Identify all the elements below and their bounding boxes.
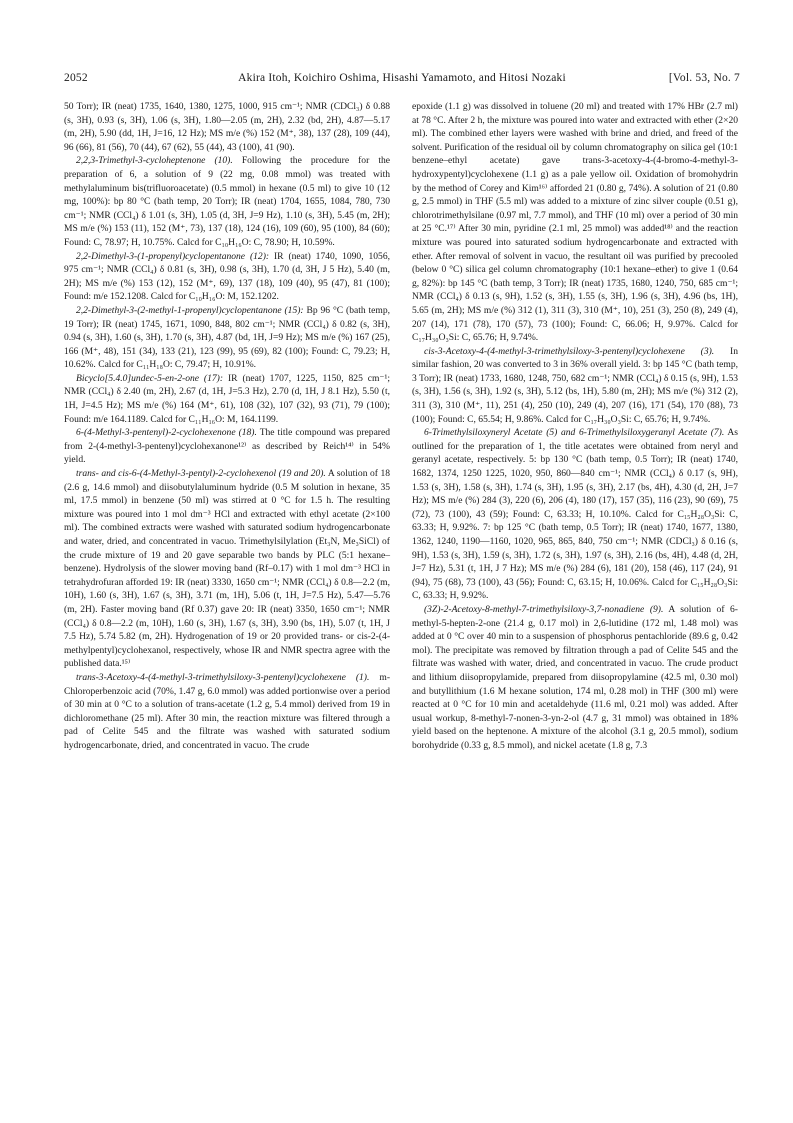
paragraph-heading: 6-(4-Methyl-3-pentenyl)-2-cyclohexenone (18).: [76, 427, 257, 439]
paragraph: [64, 250, 390, 304]
paragraph: [64, 467, 390, 671]
paragraph-text: Following the procedure for the preparation of 6, a solution of 9 (22 mg, 0.08 mmol) was treated with methylaluminum bis(trifluoroacetate) (0.5 mmol) in hexane (0.5 ml) to give 10 (12 mg, 100%): bp 80 °C (bath temp, 20 Torr); IR (neat) 1704, 1655, 1084, 780, 730 cm⁻¹; NMR (CCl₄) δ 1.01 (s, 3H), 1.05 (d, 3H, J=9 Hz), 1.10 (s, 3H), 5.45 (m, 2H); MS m/e (%) 153 (11), 152 (M⁺, 73), 137 (18), 124 (16), 109 (60), 95 (100), 84 (60); Found: C, 78.97; H, 10.75%. Calcd for C₁₀H₁₆O: C, 78.90; H, 10.59%.: [64, 155, 390, 248]
paragraph: [64, 154, 390, 249]
paragraph-text: Bp 96 °C (bath temp, 19 Torr); IR (neat) 1745, 1671, 1090, 848, 802 cm⁻¹; NMR (CCl₄) δ 0.82 (s, 3H), 0.94 (s, 3H), 1.60 (s, 3H), 1.70 (s, 3H), 4.87 (bd, 1H, J=9 Hz); MS m/e (%) 167 (25), 166 (M⁺, 48), 151 (34), 133 (21), 123 (99), 95 (69), 82 (100); Found: C, 79.23; H, 10.62%. Calcd for C₁₁H₁₈O: C, 79.47; H, 10.91%.: [64, 304, 390, 371]
paragraph-text: A solution of 6-methyl-5-hepten-2-one (21.4 g, 0.17 mol) in 2,6-lutidine (172 ml, 1.48 mol) was added at 0 °C over 40 min to a suspension of phosphorus pentachloride (89.6 g, 0.42 mol). The precipitate was removed by filtration through a pad of Celite 545 and the filtrate was washed with water, dried, and concentrated in vacuo. The crude product and lithium diisopropylamide, prepared from diisopropylamine (42.5 ml, 0.30 mol) and butyllithium (1.6 M hexane solution, 174 ml, 0.28 mol) in THF (300 ml) were reacted at 0 °C for 10 min and acetaldehyde (11.6 ml, 0.21 mol) was added. After usual workup, 8-methyl-7-nonen-3-yn-2-ol (4.7 g, 31 mmol) was obtained in 18% yield based on the heptenone. A mixture of the alcohol (3.1 g, 20.5 mmol), sodium borohydride (0.33 g, 8.5 mmol), and nickel acetate (1.8 g, 7.3: [412, 603, 738, 751]
paragraph-text: m-Chloroperbenzoic acid (70%, 1.47 g, 6.0 mmol) was added portionwise over a period of 30 min at 0 °C to a solution of trans-acetate (1.2 g, 5.4 mmol) derived from 19 in dichloromethane (25 ml). After 30 min, the reaction mixture was filtered through a pad of Celite 545 and the filtrate was washed with saturated sodium hydrogencarbonate, dried, and concentrated in vacuo. The crude: [64, 671, 390, 751]
paragraph-heading: 2,2-Dimethyl-3-(2-methyl-1-propenyl)cyclopentanone (15):: [76, 304, 304, 316]
page-number: 2052: [64, 72, 88, 84]
paragraph-heading: 6-Trimethylsiloxyneryl Acetate (5) and 6-Trimethylsiloxygeranyl Acetate (7).: [424, 427, 725, 439]
paragraph-text: In similar fashion, 20 was converted to 3 in 36% overall yield. 3: bp 145 °C (bath temp, 3 Torr); IR (neat) 1733, 1680, 1248, 750, 682 cm⁻¹; NMR (CCl₄) δ 0.15 (s, 9H), 1.53 (s, 3H), 1.56 (s, 3H), 1.92 (s, 3H), 5.12 (bs, 1H), 5.80 (m, 2H); MS m/e (%) 312 (2), 311 (3), 310 (M⁺, 11), 251 (4), 250 (10), 249 (4), 207 (16), 171 (54), 170 (88), 73 (100); Found: C, 65.54; H, 9.86%. Calcd for C₁₇H₃₀O₃Si: C, 65.76; H, 9.74%.: [412, 345, 738, 425]
paragraph-text: The title compound was prepared from 2-(4-methyl-3-pentenyl)cyclohexanone¹²⁾ as described by Reich¹⁴⁾ in 54% yield.: [64, 427, 390, 466]
paragraph-text: epoxide (1.1 g) was dissolved in toluene (20 ml) and treated with 17% HBr (2.7 ml) at 78 °C. After 2 h, the mixture was poured into water and extracted with ether (2×20 ml). The combined ether layers were washed with brine and dried, and freed of the solvent. Purification of the residual oil by column chromatography on silica gel (10:1 benzene–ethyl acetate) gave trans-3-acetoxy-4-(4-bromo-4-methyl-3-hydroxypentyl)cyclohexene (1.1 g) as a pale yellow oil. Oxidation of bromohydrin by the method of Corey and Kim¹⁶⁾ afforded 21 (0.80 g, 74%). A solution of 21 (0.80 g, 2.5 mmol) in THF (5.5 ml) was added to a mixture of zinc silver couple (0.51 g), chlorotrimethylsilane (0.97 ml, 7.7 mmol), and THF (10 ml) over a period of 30 min at 25 °C.¹⁷⁾ After 30 min, pyridine (2.1 ml, 25 mmol) was added¹⁸⁾ and the reaction mixture was poured into saturated sodium hydrogencarbonate and extracted with ether. After removal of solvent in vacuo, the resultant oil was purified by precooled (below 0 °C) silica gel column chromatography (10:1 hexane–ether) to give 1 (0.64 g, 82%): bp 145 °C (bath temp, 3 Torr); IR (neat) 1735, 1680, 1240, 750, 685 cm⁻¹; NMR (CCl₄) δ 0.13 (s, 9H), 1.52 (s, 3H), 1.55 (s, 3H), 1.96 (s, 3H), 4.96 (bs, 1H), 5.65 (m, 2H); MS m/e (%) 312 (1), 311 (3), 310 (M⁺, 10), 251 (3), 250 (8), 249 (4), 207 (14), 171 (78), 170 (57), 73 (100); Found: C, 66.06; H, 9.97%. Calcd for C₁₇H₃₀O₃Si: C, 65.76; H, 9.74%.: [412, 101, 738, 344]
paragraph-heading: 2,2-Dimethyl-3-(1-propenyl)cyclopentanone (12):: [76, 250, 270, 262]
header-authors: Akira Itoh, Koichiro Oshima, Hisashi Yamamoto, and Hitosi Nozaki: [238, 72, 566, 84]
paragraph: [64, 304, 390, 372]
paragraph-heading: (3Z)-2-Acetoxy-8-methyl-7-trimethylsiloxy-3,7-nonadiene (9).: [424, 603, 664, 615]
paragraph: [412, 426, 738, 603]
paragraph-text: IR (neat) 1740, 1090, 1056, 975 cm⁻¹; NMR (CCl₄) δ 0.81 (s, 3H), 0.98 (s, 3H), 1.70 (d, 3H, J 5 Hz), 5.40 (m, 2H); MS m/e (%) 153 (12), 152 (M⁺, 69), 137 (18), 109 (40), 95 (47), 81 (100); Found: m/e 152.1208. Calcd for C₁₀H₁₆O: M, 152.1202.: [64, 250, 390, 303]
paragraph-heading: Bicyclo[5.4.0]undec-5-en-2-one (17):: [76, 372, 224, 384]
paragraph-text: A solution of 18 (2.6 g, 14.6 mmol) and diisobutylaluminum hydride (0.5 M solution in hexane, 35 ml, 17.5 mmol) in benzene (50 ml) was stirred at 0 °C for 1.5 h. The resulting mixture was poured into 1 mol dm⁻³ HCl and extracted with ethyl acetate (2×100 ml). The combined extracts were washed with saturated sodium hydrogencarbonate and water, dried, and concentrated in vacuo. Trimethylsilylation (Et₃N, Me₃SiCl) of the crude mixture of 19 and 20 gave separable two bands by PLC (5:1 hexane–benzene). Hydrolysis of the slower moving band (Rf–0.17) with 1 mol dm⁻³ HCl in tetrahydrofuran afforded 19: IR (neat) 3330, 1650 cm⁻¹; NMR (CCl₄) δ 0.8—2.2 (m, 10H), 1.60 (s, 3H), 1.67 (s, 3H), 3.71 (m, 1H), 5.06 (t, 1H, J=7.5 Hz), 5.47—5.76 (m, 2H). Faster moving band (Rf 0.37) gave 20: IR (neat) 3350, 1650 cm⁻¹; NMR (CCl₄) δ 0.8—2.2 (m, 10H), 1.60 (s, 3H), 1.67 (s, 3H), 3.90 (bs, 1H), 5.07 (t, 1H, J 7.5 Hz), 5.74 5.82 (m, 2H). Hydrogenation of 19 or 20 provided trans- or cis-2-(4-methylpentyl)cyclohexanol, respectively, whose IR and NMR spectra agree with the published data.¹⁵⁾: [64, 468, 390, 670]
paragraph-heading: trans- and cis-6-(4-Methyl-3-pentyl)-2-cyclohexenol (19 and 20).: [76, 468, 326, 480]
paragraph: [64, 426, 390, 467]
paragraph: [412, 603, 738, 753]
paragraph-heading: trans-3-Acetoxy-4-(4-methyl-3-trimethylsiloxy-3-pentenyl)cyclohexene (1).: [76, 671, 370, 683]
left-column: [64, 100, 390, 753]
paragraph-heading: 2,2,3-Trimethyl-3-cycloheptenone (10).: [76, 155, 233, 167]
right-column: [412, 100, 738, 753]
paragraph-text: IR (neat) 1707, 1225, 1150, 825 cm⁻¹; NMR (CCl₄) δ 2.40 (m, 2H), 2.67 (d, 1H, J=5.3 Hz), 2.70 (d, 1H, J 8.1 Hz), 5.50 (t, 1H, J=4.5 Hz); MS m/e (%) 164 (M⁺, 61), 108 (32), 107 (32), 93 (71), 79 (100); Found: m/e 164.1189. Calcd for C₁₁H₁₆O: M, 164.1199.: [64, 372, 390, 425]
paragraph: [64, 671, 390, 753]
paragraph: [412, 345, 738, 427]
paragraph-text: 50 Torr); IR (neat) 1735, 1640, 1380, 1275, 1000, 915 cm⁻¹; NMR (CDCl₃) δ 0.88 (s, 3H), 0.93 (s, 3H), 1.06 (s, 3H), 1.80—2.05 (m, 2H), 2.32 (bd, 2H), 4.87—5.17 (m, 2H), 5.90 (dd, 1H, J=16, 12 Hz); MS m/e (%) 152 (M⁺, 38), 137 (28), 109 (44), 96 (66), 81 (56), 70 (44), 67 (62), 55 (44), 43 (100), 41 (90).: [64, 101, 390, 153]
paragraph: [64, 372, 390, 426]
paragraph: [64, 100, 390, 154]
running-header: [64, 72, 740, 92]
paragraph-heading: cis-3-Acetoxy-4-(4-methyl-3-trimethylsiloxy-3-pentenyl)cyclohexene (3).: [424, 345, 715, 357]
paragraph: [412, 100, 738, 345]
header-volume: [Vol. 53, No. 7: [668, 72, 740, 84]
paragraph-text: As outlined for the preparation of 1, the title acetates were obtained from neryl and geranyl acetate, respectively. 5: bp 130 °C (bath temp, 0.5 Torr); IR (neat) 1740, 1682, 1374, 1250 1225, 1020, 950, 860—840 cm⁻¹; NMR (CCl₄) δ 0.17 (s, 9H), 1.53 (s, 3H), 1.58 (s, 3H), 1.74 (s, 3H), 1.95 (s, 3H), 2.17 (bs, 4H), 4.30 (d, 2H, J=7 Hz); MS m/e (%) 284 (3), 220 (6), 206 (4), 180 (17), 157 (35), 116 (23), 90 (69), 75 (72), 73 (100), 43 (59); Found: C, 63.33; H, 10.10%. Calcd for C₁₅H₂₈O₃Si: C, 63.33; H, 9.92%. 7: bp 125 °C (bath temp, 0.5 Torr); IR (neat) 1740, 1677, 1380, 1362, 1240, 1190—1160, 1020, 965, 865, 840, 750 cm⁻¹; NMR (CDCl₃) δ 0.16 (s, 9H), 1.53 (s, 3H), 1.59 (s, 3H), 1.72 (s, 3H), 1.97 (s, 3H), 2.16 (bs, 4H), 4.48 (d, 2H, J=7 Hz), 5.31 (t, 1H, J 7 Hz); MS m/e (%) 284 (6), 181 (20), 158 (46), 117 (24), 91 (94), 75 (68), 73 (100), 43 (56); Found: C, 63.15; H, 10.06%. Calcd for C₁₅H₂₈O₃Si: C, 63.33; H, 9.92%.: [412, 427, 738, 602]
